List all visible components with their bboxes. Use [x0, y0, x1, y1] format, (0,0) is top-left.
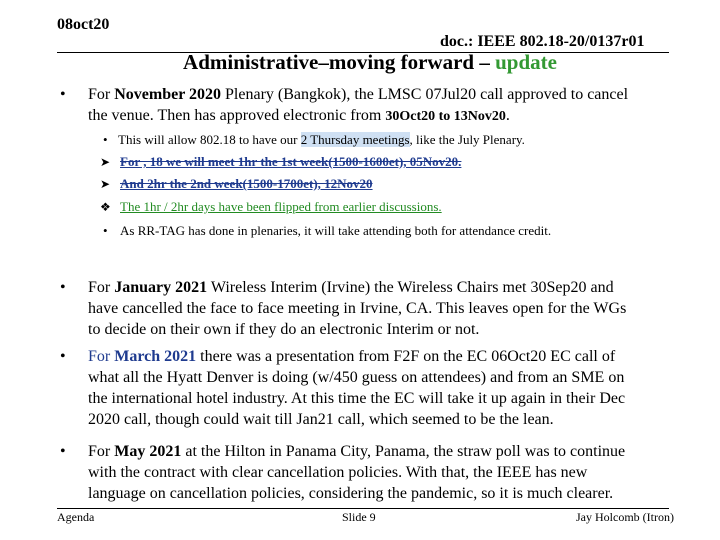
- text: the venue. Then has approved electronic from: [88, 107, 386, 124]
- diamond-icon: ❖: [100, 200, 111, 214]
- text: with the contract with clear cancellation policies. With that, the IEEE has new: [88, 464, 588, 481]
- text: 2020 call, though could wait till Jan21 call, which seemed to be the lean.: [88, 411, 554, 428]
- arrow-icon: ➤: [100, 155, 111, 169]
- text: For: [88, 279, 115, 296]
- text-em: March 2021: [114, 348, 197, 365]
- bullet-dot: •: [60, 443, 66, 460]
- slide-title: [0, 50, 720, 75]
- text: what all the Hyatt Denver is doing (w/450 guess on attendees) and from an SME on: [88, 369, 625, 386]
- footer-rule: [57, 508, 669, 509]
- text: have cancelled the face to face meeting in Irvine, CA. This leaves open for the WGs: [88, 300, 627, 317]
- text-em: November 2020: [114, 86, 222, 103]
- footer-author: Jay Holcomb (Itron): [576, 510, 674, 524]
- bullet-dot: •: [60, 279, 66, 296]
- text-em: May 2021: [114, 443, 182, 460]
- text: This will allow 802.18 to have our: [118, 132, 301, 147]
- bullet-dot: •: [60, 348, 66, 365]
- text: Wireless Interim (Irvine) the Wireless Chairs met 30Sep20 and: [207, 279, 614, 296]
- header-date: 08oct20: [57, 16, 110, 33]
- text: For: [88, 348, 115, 365]
- text: language on cancellation policies, considering the pandemic, so it is much clearer.: [88, 485, 614, 502]
- text-flipped: The 1hr / 2hr days have been flipped from earlier discussions.: [120, 199, 442, 214]
- header-doc-id: doc.: IEEE 802.18-20/0137r01: [440, 33, 645, 50]
- bullet-dot: •: [103, 223, 108, 238]
- text: As RR-TAG has done in plenaries, it will take attending both for attendance credit.: [120, 223, 552, 238]
- bullet-dot: •: [103, 132, 108, 147]
- title-update: update: [495, 50, 557, 74]
- bullet-dot: •: [60, 86, 66, 103]
- text: , like the July Plenary.: [409, 132, 525, 147]
- text: .: [505, 107, 510, 124]
- text: the international hotel industry. At this time the EC will take it up again in their Dec: [88, 390, 626, 407]
- footer-left: Agenda: [57, 510, 95, 524]
- text: to decide on their own if they do an electronic Interim or not.: [88, 321, 480, 338]
- arrow-icon: ➤: [100, 177, 111, 191]
- text: at the Hilton in Panama City, Panama, the straw poll was to continue: [181, 443, 626, 460]
- text-week2: And 2hr the 2nd week(1500-1700et), 12Nov20: [120, 176, 373, 191]
- footer-slide-number: Slide 9: [342, 510, 376, 524]
- text-highlight: 2 Thursday meetings: [300, 132, 410, 147]
- text: Plenary (Bangkok), the LMSC 07Jul20 call approved to cancel: [221, 86, 629, 103]
- text-week1: For , 18 we will meet 1hr the 1st week(1500-1600et), 05Nov20.: [120, 154, 462, 169]
- text: there was a presentation from F2F on the EC 06Oct20 EC call of: [196, 348, 616, 365]
- text-em: 30Oct20 to 13Nov20: [385, 109, 506, 124]
- text-em: January 2021: [114, 279, 208, 296]
- text: For: [88, 86, 115, 103]
- title-main: Administrative–moving forward –: [183, 50, 496, 74]
- text: For: [88, 443, 115, 460]
